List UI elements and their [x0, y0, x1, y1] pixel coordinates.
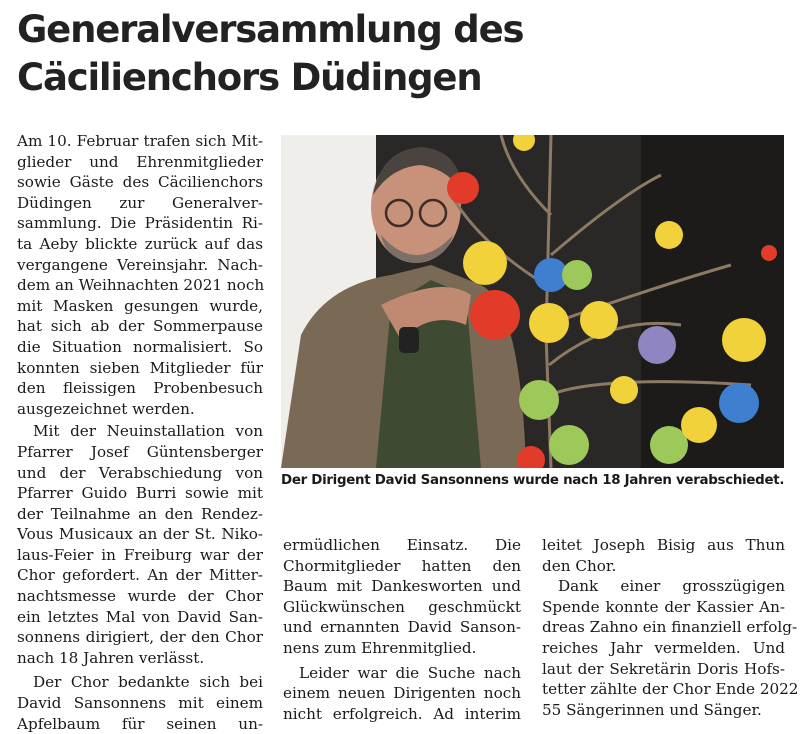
text-line: laut der Sekretärin Doris Hofs- [542, 659, 785, 678]
text-line: nach 18 Jahren verlässt. [17, 648, 205, 667]
text-line: den fleissigen Probenbesuch [17, 379, 263, 398]
text-line: 55 Sängerinnen und Sänger. [542, 700, 762, 719]
headline-line-1: Generalversammlung des [17, 8, 524, 51]
headline [17, 6, 787, 102]
text-line: Chor gefordert. An der Mitter- [17, 566, 263, 585]
text-line: Pfarrer Josef Güntensberger [17, 442, 263, 461]
text-line: Leider war die Suche nach [299, 663, 521, 682]
text-line: den Chor. [542, 556, 617, 575]
text-line: Apfelbaum für seinen un- [17, 714, 263, 733]
text-line: Chormitglieder hatten den [283, 556, 521, 575]
headline-line-2: Cäcilienchors Düdingen [17, 56, 482, 99]
text-line: mit Masken gesungen wurde, [17, 296, 263, 315]
text-line: ausgezeichnet werden. [17, 399, 195, 418]
text-line: Baum mit Dankesworten und [283, 577, 521, 596]
text-line: Mit der Neuinstallation von [33, 422, 263, 441]
text-line: und der Verabschiedung von [17, 463, 263, 482]
text-line: sammlung. Die Präsidentin Ri- [17, 214, 263, 233]
text-line: konnten sieben Mitglieder für [17, 358, 263, 377]
text-line: nicht erfolgreich. Ad interim [283, 704, 521, 723]
text-line: ta Aeby blickte zurück auf das [17, 234, 263, 253]
photo-illustration [281, 135, 784, 468]
text-line: tetter zählte der Chor Ende 2022 [542, 680, 799, 699]
text-line: laus-Feier in Freiburg war der [17, 545, 263, 564]
photo-caption: Der Dirigent David Sansonnens wurde nach 18 Jahren verabschiedet. [281, 473, 785, 488]
text-line: der Teilnahme an den Rendez- [17, 504, 263, 523]
article-column-2 [283, 535, 521, 724]
text-line: einem neuen Dirigenten noch [283, 684, 521, 703]
text-line: Der Chor bedankte sich bei [33, 673, 263, 692]
text-line: Glückwünschen geschmückt [283, 597, 521, 616]
photo [281, 135, 784, 468]
text-line: glieder und Ehrenmitglieder [17, 152, 263, 171]
text-line: ein letztes Mal von David San- [17, 607, 263, 626]
text-line: die Situation normalisiert. So [17, 337, 263, 356]
text-line: Pfarrer Guido Burri sowie mit [17, 484, 263, 503]
text-line: reiches Jahr vermelden. Und [542, 638, 785, 657]
text-line: vergangene Vereinsjahr. Nach- [17, 255, 263, 274]
text-line: Dank einer grosszügigen [558, 577, 785, 596]
text-line: Düdingen zur Generalver- [17, 193, 263, 212]
text-line: dem an Weihnachten 2021 noch [17, 276, 265, 295]
text-line: nens zum Ehrenmitglied. [283, 638, 477, 657]
text-line: sowie Gäste des Cäcilienchors [17, 173, 263, 192]
text-line: und ernannten David Sanson- [283, 618, 521, 637]
text-line: Spende konnte der Kassier An- [542, 597, 785, 616]
text-line: Am 10. Februar trafen sich Mit- [17, 132, 263, 150]
article-column-3 [542, 535, 799, 720]
text-line: ermüdlichen Einsatz. Die [283, 536, 521, 554]
text-line: dreas Zahno ein finanziell erfolg- [542, 618, 798, 637]
text-line: nachtsmesse wurde der Chor [17, 587, 263, 606]
text-line: Vous Musicaux an der St. Niko- [17, 525, 263, 544]
text-line: David Sansonnens mit einem [17, 694, 263, 713]
article-column-1 [17, 131, 263, 734]
text-line: leitet Joseph Bisig aus Thun [542, 536, 785, 554]
text-line: hat sich ab der Sommerpause [17, 317, 263, 336]
text-line: sonnens dirigiert, der den Chor [17, 628, 263, 647]
